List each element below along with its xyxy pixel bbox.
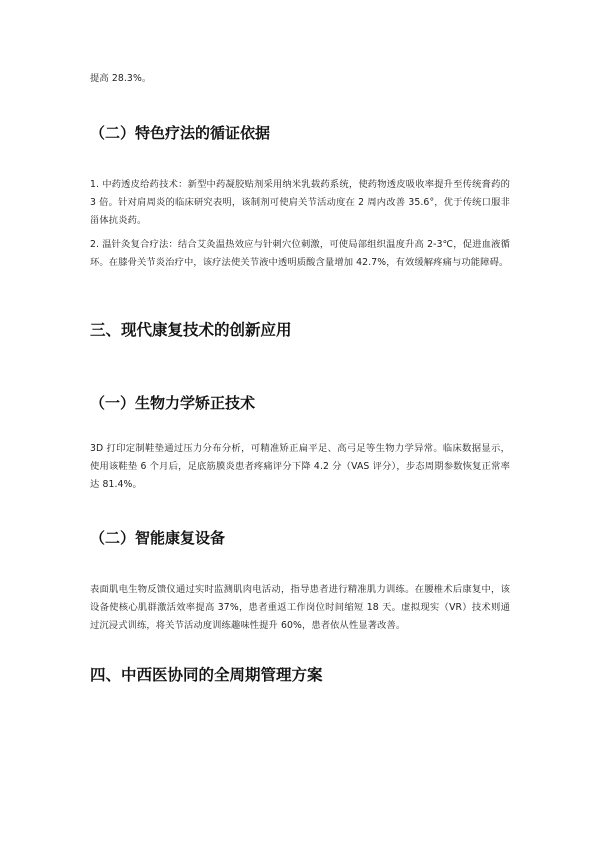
section-heading-modern-rehab: 三、现代康复技术的创新应用 xyxy=(90,321,292,339)
paragraph-transdermal-delivery: 1. 中药透皮给药技术：新型中药凝胶贴剂采用纳米乳载药系统，使药物透皮吸收率提升至传统膏药的 3 倍。针对肩周炎的临床研究表明，该制剂可使肩关节活动度在 2 周内改善 35.6°，优于传统口服非甾体抗炎药。 xyxy=(90,179,510,226)
section-heading-integrated-management: 四、中西医协同的全周期管理方案 xyxy=(90,666,323,684)
paragraph-3d-insoles: 3D 打印定制鞋垫通过压力分布分析，可精准矫正扁平足、高弓足等生物力学异常。临床数据显示，使用该鞋垫 6 个月后，足底筋膜炎患者疼痛评分下降 4.2 分（VAS 评分），步态周期参数恢复正常率达 81.4%。 xyxy=(90,443,510,490)
paragraph-warm-needle-moxibustion: 2. 温针灸复合疗法：结合艾灸温热效应与针刺穴位刺激，可使局部组织温度升高 2-3℃，促进血液循环。在膝骨关节炎治疗中，该疗法使关节液中透明质酸含量增加 42.7%，有效缓解疼痛与功能障碍。 xyxy=(90,239,510,268)
section-heading-special-therapies: （二）特色疗法的循证依据 xyxy=(90,124,271,142)
intro-line: 提高 28.3%。 xyxy=(90,73,152,84)
section-heading-smart-rehab-devices: （二）智能康复设备 xyxy=(90,529,226,547)
section-heading-biomechanical-correction: （一）生物力学矫正技术 xyxy=(90,394,256,412)
paragraph-emg-biofeedback: 表面肌电生物反馈仪通过实时监测肌肉电活动，指导患者进行精准肌力训练。在腰椎术后康复中，该设备使核心肌群激活效率提高 37%，患者重返工作岗位时间缩短 18 天。虚拟现实（VR）技术则通过沉浸式训练，将关节活动度训练趣味性提升 60%，患者依从性显著改善。 xyxy=(90,584,510,631)
